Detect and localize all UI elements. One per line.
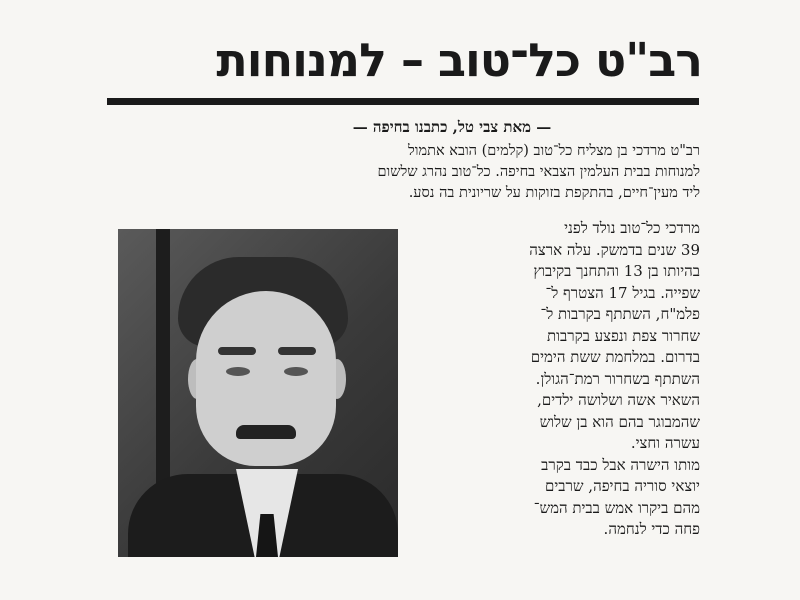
lead-line: למנוחות בבית העלמין הצבאי בחיפה. כל־טוב נהרג שלשום [377, 164, 700, 180]
lead-line: ליד מעין־חיים, בהתקפת בזוקות על שריונית בה נסע. [408, 185, 700, 201]
body-line: בדרום. במלחמת ששת הימים [530, 348, 700, 366]
right-eyebrow [278, 347, 316, 355]
body-line: מרדכי כל־טוב נולד לפני [564, 219, 700, 237]
left-eyebrow [218, 347, 256, 355]
portrait-photo [118, 229, 398, 557]
right-eye [284, 367, 308, 376]
body-line: פלמ"ח, השתתף בקרבות ל־ [540, 305, 700, 323]
body-line: יוצאי סוריה בחיפה, שרבים [545, 477, 700, 495]
body-line: פחה כדי לנחמה. [603, 520, 700, 538]
body-line: מותו הישרה אבל כבד בקרב [541, 455, 700, 474]
body-column [390, 218, 700, 541]
byline: — מאת צבי טל, כתבנו בחיפה — [352, 118, 552, 136]
body-line: 39 שנים בדמשק. עלה ארצה [529, 240, 700, 259]
face [196, 291, 336, 466]
mustache [236, 425, 296, 439]
lead-paragraph [100, 141, 700, 204]
headline: רב"ט כל־טוב – למנוחות [216, 33, 702, 87]
body-line: בהיותו בן 13 והתחנך בקיבוץ [533, 262, 700, 280]
body-line: עשרה וחצי. [630, 434, 700, 452]
left-eye [226, 367, 250, 376]
body-line: שהמבוגר בהם הוא בן שלוש [539, 412, 700, 431]
lead-line: רב"ט מרדכי בן מצליח כל־טוב (קלמים) הובא אתמול [408, 143, 700, 159]
body-line: השתתף בשחרור רמת־הגולן. [535, 369, 700, 388]
body-line: שחרור צפת ונפצע בקרבות [546, 326, 700, 345]
body-line: שפייה. בגיל 17 הצטרף ל־ [545, 283, 700, 302]
headline-rule [107, 98, 699, 105]
body-line: מהם ביקרו אמש בבית המש־ [533, 498, 700, 517]
body-line: השאיר אשה ושלושה ילדים, [537, 391, 700, 409]
